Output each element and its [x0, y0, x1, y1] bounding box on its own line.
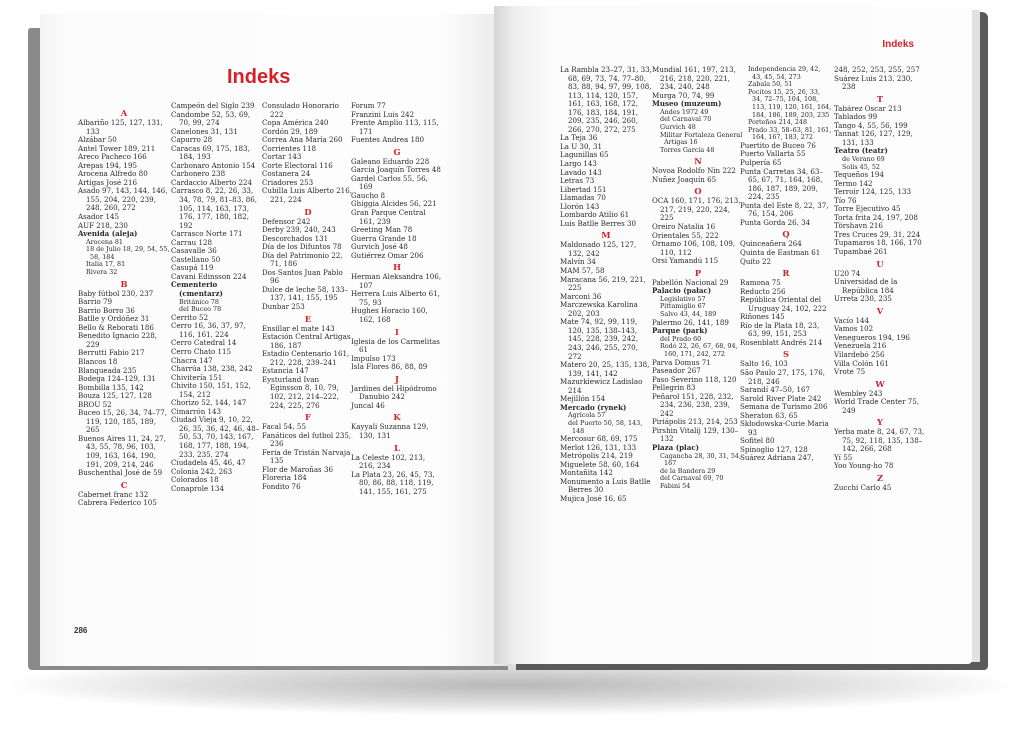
index-entry: Cementerio (cmentarz): [171, 280, 223, 299]
index-entry: Spinoglio 127, 128: [740, 444, 808, 454]
index-subentry: Cagancha 28, 30, 31, 54, 167: [660, 451, 742, 468]
index-entry: Yí 55: [834, 452, 853, 462]
index-entry: Facal 54, 55: [262, 422, 306, 432]
index-entry: Venezuela 216: [834, 341, 887, 351]
index-letter-heading: I: [395, 326, 399, 337]
index-column-6: [652, 66, 744, 491]
index-entry: Mazurkiewicz Ladislao 214: [560, 377, 643, 395]
index-entry: Canelones 31, 131: [171, 126, 238, 136]
index-entry: Yerba mate 8, 24, 67, 73, 75, 92, 118, 135, 138–142, 266, 268: [834, 427, 925, 454]
index-entry: Venegueros 194, 196: [834, 332, 910, 342]
index-entry: Oreiro Natalia 16: [652, 222, 716, 232]
index-entry: Colorados 18: [171, 475, 219, 485]
index-entry: Frente Amplio 113, 115, 171: [351, 118, 439, 136]
index-entry: Herrera Luis Alberto 61, 75, 93: [351, 289, 440, 307]
page-number: 286: [74, 626, 88, 635]
index-entry: Jardines del Hipódromo Danubio 242: [351, 383, 437, 402]
index-entry: Greeting Man 78: [351, 225, 413, 235]
index-entry: Cavani Edinsson 224: [171, 271, 247, 281]
index-entry: Mundial 161, 197, 213, 216, 218, 220, 221, 234, 240, 248: [652, 65, 736, 92]
index-entry: Termo 142: [834, 178, 873, 188]
index-entry: Estadio Centenario 161, 212, 228, 239–241: [262, 349, 350, 367]
index-entry: Cordón 29, 189: [262, 126, 318, 136]
index-entry: São Paulo 27, 175, 176, 218, 246: [740, 367, 826, 386]
index-entry: Universidad de la República 184: [834, 277, 898, 295]
index-entry: La Rambla 23–27, 31, 33, 68, 69, 73, 74, 77–80, 83, 88, 94, 97, 99, 108, 113, 114, 120, 157, 161, 163, 168, 172, 176, 183, 184, 191, 209, 235, 246, 260, 266, 270, 272, 275: [560, 65, 652, 134]
index-subentry: Pittamiglio 67: [660, 302, 706, 311]
index-entry: Riñones 145: [740, 312, 785, 322]
index-entry: Teatro (teatr): [834, 146, 888, 156]
index-subentry: Zabala 50, 51: [748, 80, 793, 89]
index-entry: Isla Flores 86, 88, 89: [351, 362, 428, 372]
index-entry: Dulce de leche 58, 133–137, 141, 155, 195: [262, 284, 349, 303]
index-column-2: [171, 102, 263, 493]
index-letter-heading: C: [120, 479, 128, 490]
index-letter-heading: P: [694, 267, 702, 278]
index-entry: Maracana 56, 219, 221, 225: [560, 274, 646, 293]
index-entry: Torta frita 24, 197, 208: [834, 212, 918, 222]
index-entry: Mejillón 154: [560, 394, 606, 404]
index-entry: Merlot 126, 131, 133: [560, 442, 637, 452]
index-entry: Lombardo Atilio 61: [560, 210, 630, 220]
index-subentry: Torres García 48: [660, 145, 715, 154]
index-entry: Antel Tower 189, 211: [78, 143, 156, 153]
running-head: Indeks: [882, 39, 914, 50]
index-letter-heading: H: [393, 262, 401, 273]
index-entry: Asador 145: [78, 212, 119, 222]
index-entry: Río de la Plata 18, 23, 63, 99, 151, 253: [740, 320, 820, 339]
index-subentry: Legislativo 57: [660, 294, 706, 303]
index-entry: Terroir 124, 125, 133: [834, 187, 911, 197]
index-entry: World Trade Center 75, 249: [834, 397, 920, 415]
index-entry: Montañita 142: [560, 468, 613, 478]
index-entry: Campeón del Siglo 239: [171, 101, 255, 110]
index-subentry: Pocitos 15, 25, 26, 33, 34, 72–75, 104, 108, 113, 119, 120, 161, 164, 184, 186, 189, 203, 235: [748, 87, 832, 119]
index-entry: Conaprole 134: [171, 483, 224, 493]
index-entry: Wembley 243: [834, 388, 883, 398]
index-title: Indeks: [227, 66, 291, 88]
index-entry: Cardaccio Alberto 224: [171, 177, 252, 187]
index-letter-heading: N: [694, 156, 702, 167]
index-entry: Berrutti Fabio 217: [78, 348, 145, 358]
index-entry: Salto 16, 103: [740, 359, 788, 369]
index-entry: Dunbar 253: [262, 302, 305, 312]
index-entry: Parque (park): [652, 326, 708, 336]
index-entry: Alzábar 50: [78, 135, 117, 145]
index-subentry: Italia 17, 81: [86, 260, 126, 269]
index-entry: Sheraton 63, 65: [740, 410, 798, 420]
index-entry: Tablados 99: [834, 112, 878, 122]
index-entry: Palermo 26, 141, 189: [652, 317, 729, 327]
index-subentry: 18 de Julio 18, 29, 54, 55, 58, 184: [86, 245, 170, 261]
index-subentry: Rodó 22, 26, 67, 68, 94, 160, 171, 242, 272: [660, 342, 738, 358]
index-entry: Villa Colón 161: [834, 358, 889, 368]
index-letter-heading: M: [601, 230, 611, 241]
index-entry: Mujica José 16, 65: [560, 493, 627, 503]
index-subentry: del Carnaval 69, 70: [660, 474, 724, 483]
index-entry: Carrasco Norte 171: [171, 229, 243, 239]
index-column-5: [560, 66, 652, 503]
index-subentry: Militar Fortaleza General Artigas 16: [660, 130, 743, 147]
index-column-4: [351, 102, 443, 496]
index-entry: Tabárez Oscar 213: [834, 103, 902, 113]
index-subentry: Porteños 214, 248: [748, 118, 808, 127]
index-entry: Feria de Tristán Narvaja 135: [262, 447, 351, 466]
index-entry: Palacio (pałac): [652, 286, 712, 296]
index-entry: Monumento a Luis Batlle Berres 30: [560, 476, 651, 495]
index-entry: Paseador 267: [652, 366, 701, 376]
index-entry: Matero 20, 25, 135, 138, 139, 141, 142: [560, 360, 650, 378]
index-entry: Rosenblatt Andrés 214: [740, 337, 823, 347]
index-entry: Marconi 36: [560, 291, 602, 301]
index-entry: Metrópolis 214, 219: [560, 451, 633, 461]
index-entry: Ciudad Vieja 9, 10, 22, 26, 35, 36, 42, 46, 48–50, 53, 70, 143, 167, 168, 177, 188, 194, 233, 235, 274: [171, 415, 260, 459]
index-entry: Chacra 147: [171, 355, 213, 365]
index-entry: Chorizo 52, 144, 147: [171, 398, 247, 408]
index-subentry: del Puerto 50, 58, 143, 148: [568, 418, 643, 435]
index-entry: Semana de Turismo 206: [740, 402, 828, 412]
index-entry: Gutiérrez Omar 206: [351, 250, 424, 260]
index-entry: Punta Carretas 34, 63–65, 67, 71, 164, 168, 186, 187, 189, 209, 224, 235: [740, 166, 823, 202]
index-entry: Vamos 102: [834, 324, 874, 334]
index-entry: Llamadas 70: [560, 193, 606, 203]
index-entry: Colonia 242, 263: [171, 466, 233, 476]
index-letter-heading: Z: [876, 472, 884, 483]
index-entry: Tupamaros 18, 166, 170: [834, 238, 922, 248]
index-entry: Miguelete 58, 60, 164: [560, 459, 640, 469]
index-entry: Vrote 75: [834, 367, 866, 377]
index-entry: Blancos 18: [78, 357, 118, 366]
index-letter-heading: R: [782, 268, 790, 279]
index-entry: Baby fútbol 230, 237: [78, 288, 154, 298]
index-entry: Lagunillas 65: [560, 150, 609, 160]
index-entry: Estancia 147: [262, 366, 309, 376]
index-entry: Iglesia de los Carmelitas 61: [351, 336, 440, 355]
index-entry: Cabernet franc 132: [78, 489, 149, 499]
index-entry: Buceo 15, 26, 34, 74–77, 119, 120, 185, 189, 265: [78, 408, 167, 435]
index-entry: Vilardebó 256: [834, 349, 885, 359]
index-entry: Marczewska Karolina 202, 203: [560, 300, 638, 318]
index-entry: Pellegrin 83: [652, 383, 696, 393]
index-entry: Casavalle 36: [171, 246, 217, 256]
index-letter-heading: V: [876, 305, 884, 316]
index-subentry: del Carnaval 70: [660, 115, 712, 124]
index-entry: Bouza 125, 127, 128: [78, 391, 152, 401]
index-entry: Dos Santos Juan Pablo 96: [262, 267, 343, 286]
index-letter-heading: D: [304, 206, 312, 217]
index-entry: Torre Ejecutivo 45: [834, 204, 901, 214]
index-subentry: Prado 33, 58–63, 81, 161, 164, 167, 183, 272: [748, 125, 832, 142]
index-entry: Derby 239, 240, 243: [262, 225, 336, 235]
index-entry: Estación Central Artigas 186, 187: [262, 332, 351, 350]
index-entry: Pulpería 65: [740, 158, 782, 168]
index-column-7: [740, 66, 832, 463]
index-letter-heading: W: [875, 378, 885, 389]
index-entry: La Plata 23, 26, 45, 73, 80, 86, 88, 118, 119, 141, 155, 161, 275: [351, 469, 435, 496]
index-entry: Asado 97, 143, 144, 146, 155, 204, 220, 239, 248, 260, 272: [78, 186, 168, 213]
index-entry: Vacío 144: [834, 315, 870, 325]
index-entry: Pabellón Nacional 29: [652, 277, 729, 287]
index-entry: Areco Pacheco 166: [78, 152, 147, 162]
index-entry: Día del Patrimonio 22, 71, 186: [262, 250, 343, 269]
index-entry: La U 30, 31: [560, 141, 602, 151]
index-entry: Cerro Chato 115: [171, 346, 232, 356]
index-entry: Cerrito 52: [171, 312, 209, 322]
index-entry: Avenida (aleja): [78, 229, 138, 239]
index-entry: Zucchi Carlo 45: [834, 482, 892, 492]
index-entry: Punta Gorda 26, 34: [740, 217, 811, 227]
index-entry: Mate 74, 92, 99, 119, 120, 135, 138–143, 145, 228, 239, 242, 243, 246, 255, 270, 272: [560, 317, 638, 361]
index-letter-heading: S: [783, 349, 789, 360]
index-entry: Cimarrón 143: [171, 406, 222, 416]
index-entry: Juncal 46: [351, 400, 385, 410]
index-entry: Malvín 34: [560, 257, 596, 267]
index-subentry: de la Bandera 29: [660, 466, 716, 475]
index-subentry: Arocena 81: [86, 237, 123, 246]
index-subentry: Andes 1972 49: [660, 107, 709, 116]
index-entry: Puertito de Buceo 76: [740, 140, 816, 150]
index-letter-heading: K: [393, 412, 401, 423]
index-entry: Luis Batlle Berres 30: [560, 218, 637, 228]
index-entry: Artigas José 216: [78, 177, 138, 187]
index-entry: Tequeños 194: [834, 170, 884, 180]
index-entry: Yoo Young-ho 78: [834, 461, 894, 471]
index-entry: Defensor 242: [262, 216, 311, 226]
index-subentry: Fabini 54: [660, 481, 691, 490]
index-entry: Hughes Horacio 160, 162, 168: [351, 306, 428, 325]
index-entry: BROU 52: [78, 399, 112, 409]
index-entry: Cortar 143: [262, 152, 302, 162]
index-entry: Lavado 143: [560, 167, 602, 177]
index-subentry: Solís 45, 52: [842, 162, 880, 171]
index-entry: Sarold River Plate 242: [740, 393, 822, 403]
index-entry: Largo 143: [560, 159, 597, 169]
index-letter-heading: J: [395, 373, 399, 384]
index-entry: Buschenthal José de 59: [78, 468, 163, 478]
index-entry: Sofitel 80: [740, 436, 775, 446]
index-entry: Correa Ana María 260: [262, 135, 343, 145]
index-entry: Tannat 126, 127, 129, 131, 133: [834, 129, 913, 147]
index-entry: Skłodowska-Curie Maria 93: [740, 419, 829, 437]
index-entry: Cerro 16, 36, 37, 97, 116, 161, 224: [171, 321, 246, 339]
index-letter-heading: F: [305, 412, 311, 423]
index-entry: Ghiggia Alcides 56, 221: [351, 199, 437, 209]
index-letter-heading: B: [120, 278, 128, 289]
index-entry: Quinta de Eastman 61: [740, 247, 821, 257]
index-entry: Castellano 50: [171, 254, 221, 264]
index-entry: Ornamo 106, 108, 109, 110, 112: [652, 239, 736, 257]
index-letter-heading: O: [694, 186, 702, 197]
index-entry: Törshavn 216: [834, 221, 883, 231]
index-entry: Flor de Maroñas 36: [262, 464, 333, 474]
index-entry: Fuentes Andrea 180: [351, 135, 425, 145]
index-entry: Cubilla Luis Alberto 216, 221, 224: [262, 186, 352, 205]
index-subentry: del Prado 60: [660, 334, 702, 343]
index-entry: MAM 57, 58: [560, 266, 605, 276]
index-entry: Copa América 240: [262, 118, 329, 128]
index-entry: La Celeste 102, 213, 216, 234: [351, 452, 426, 471]
index-entry: Consulado Honorario 222: [262, 101, 339, 119]
index-entry: Punta del Este 8, 22, 37, 76, 154, 206: [740, 200, 829, 219]
index-letter-heading: A: [120, 108, 128, 118]
index-entry: Forum 77: [351, 101, 386, 110]
index-entry: Cerro Catedral 14: [171, 338, 237, 348]
index-entry: Criadores 253: [262, 177, 314, 187]
index-subentry: Salvo 43, 44, 189: [660, 310, 717, 319]
index-letter-heading: L: [394, 442, 400, 453]
index-entry: Tío 76: [834, 195, 857, 205]
index-entry: Blanqueada 235: [78, 365, 137, 375]
index-entry: Maldonado 125, 127, 132, 242: [560, 240, 637, 258]
index-entry: Galeano Eduardo 228: [351, 156, 430, 166]
index-entry: Quito 22: [740, 256, 772, 266]
index-entry: La Teja 36: [560, 133, 598, 143]
index-entry: Tres Cruces 29, 31, 224: [834, 229, 921, 239]
index-entry: Gran Parque Central 161, 239: [351, 208, 426, 226]
index-entry: Barrio Borro 36: [78, 305, 135, 315]
index-entry: Caracas 69, 175, 183, 184, 193: [171, 143, 250, 162]
index-entry: República Oriental del Uruguay 24, 102, 222: [740, 295, 827, 313]
index-entry: Eysturland Ivan Eginsson 8, 10, 79, 102, 212, 214–222, 224, 225, 276: [262, 374, 339, 410]
index-entry: Kayyali Suzanna 129, 130, 131: [351, 422, 429, 440]
index-entry: Gaucho 8: [351, 190, 386, 200]
index-letter-heading: G: [393, 146, 401, 157]
index-entry: Candombe 52, 53, 69, 70, 99, 274: [171, 109, 251, 128]
index-entry: OCA 160, 171, 176, 213, 217, 219, 220, 224, 225: [652, 196, 741, 223]
index-entry: Benedito Ignacio 228, 229: [78, 331, 158, 349]
index-entry: AUF 218, 230: [78, 220, 128, 230]
index-entry: Piriápolis 213, 214, 253: [652, 417, 738, 427]
index-entry: Arocena Alfredo 80: [78, 169, 148, 179]
index-entry: Descorchados 131: [262, 233, 329, 243]
index-entry: Peñarol 151, 228, 232, 234, 236, 238, 239, 242: [652, 391, 734, 418]
index-entry: Capurro 28: [171, 135, 213, 145]
index-entry: Casupá 119: [171, 263, 214, 273]
index-letter-heading: E: [304, 313, 312, 324]
index-entry: Pirshin Vitalij 129, 130–132: [652, 425, 739, 444]
index-subentry: de Verano 69: [842, 154, 885, 163]
index-entry: Llorón 143: [560, 201, 600, 211]
index-entry: Bodega 124–129, 131: [78, 374, 156, 384]
index-entry: Murga 70, 74, 99: [652, 90, 715, 100]
index-entry: Orsi Yamandú 115: [652, 256, 719, 266]
index-entry: Arepas 194, 195: [78, 160, 137, 170]
index-entry: 248, 252, 253, 255, 257: [834, 65, 920, 74]
index-entry: Fondito 76: [262, 481, 301, 491]
index-column-3: [262, 102, 354, 491]
index-letter-heading: T: [876, 93, 884, 104]
index-entry: Puerto Vallarta 55: [740, 149, 806, 159]
index-letter-heading: Y: [877, 417, 883, 428]
index-entry: Tupambaé 261: [834, 247, 888, 257]
index-entry: Buenos Aires 11, 24, 27, 43, 55, 78, 96, 103, 109, 163, 164, 190, 191, 209, 214, 246: [78, 433, 166, 469]
index-subentry: Gurvich 48: [660, 122, 696, 131]
index-letter-heading: U: [876, 258, 884, 269]
index-entry: Herman Aleksandra 106, 107: [351, 272, 442, 290]
index-entry: Nuñez Joaquín 65: [652, 174, 717, 184]
index-entry: Parva Domus 71: [652, 357, 711, 367]
right-page: [494, 6, 972, 664]
index-entry: Franzini Luis 242: [351, 109, 415, 119]
index-column-8: [834, 66, 926, 493]
index-entry: Chivito 150, 151, 152, 154, 212: [171, 381, 251, 399]
index-subentry: Agrícola 57: [568, 411, 606, 420]
index-entry: Carrasco 8, 22, 26, 33, 34, 78, 79, 81–83, 86, 105, 114, 163, 173, 176, 177, 180, 182, 192: [171, 186, 258, 230]
index-entry: Ensillar el mate 143: [262, 323, 335, 333]
index-entry: Ciudadela 45, 46, 47: [171, 458, 246, 468]
index-entry: Museo (muzeum): [652, 99, 722, 109]
index-column-1: [78, 106, 170, 508]
index-entry: Cabrera Federico 105: [78, 498, 157, 508]
index-entry: Gurvich José 48: [351, 242, 408, 252]
left-page: [40, 14, 512, 666]
index-entry: García Joaquín Torres 48: [351, 165, 441, 175]
index-entry: Letras 73: [560, 176, 595, 186]
index-subentry: del Buceo 78: [179, 305, 222, 314]
index-entry: Impulso 173: [351, 353, 396, 363]
index-entry: Sarandí 47–50, 167: [740, 385, 810, 395]
index-entry: Bombilla 135, 142: [78, 382, 144, 392]
index-entry: Floreria 184: [262, 473, 307, 483]
index-subentry: Británico 78: [179, 297, 219, 306]
index-entry: Carbonero 238: [171, 169, 226, 179]
index-entry: Libertad 151: [560, 184, 607, 194]
index-entry: Guerra Grande 18: [351, 233, 417, 243]
index-entry: Plaza (plac): [652, 442, 700, 452]
index-entry: Paso Severino 118, 120: [652, 374, 737, 384]
index-letter-heading: Q: [782, 229, 790, 240]
index-entry: Fanáticos del futbol 235, 236: [262, 430, 352, 449]
index-entry: Gardel Carlos 55, 56, 169: [351, 173, 428, 192]
index-entry: Mercado (rynek): [560, 402, 627, 412]
index-entry: Corrientes 118: [262, 143, 316, 153]
index-entry: Suárez Luis 213, 230, 238: [834, 73, 913, 92]
index-entry: Reducto 256: [740, 286, 786, 296]
index-entry: Albariño 125, 127, 131, 133: [78, 118, 163, 136]
index-entry: Barrio 79: [78, 297, 113, 307]
index-entry: Quinceañera 264: [740, 239, 802, 249]
index-entry: Chivitería 151: [171, 372, 223, 382]
index-entry: Urreta 230, 235: [834, 294, 892, 304]
index-entry: Costanera 24: [262, 169, 311, 179]
index-entry: Mercosur 68, 69, 175: [560, 434, 638, 444]
index-entry: Charrúa 138, 238, 242: [171, 364, 253, 374]
index-entry: Carrau 128: [171, 237, 213, 247]
index-entry: Batlle y Ordóñez 31: [78, 314, 150, 324]
index-entry: Carbonaro Antonio 154: [171, 160, 256, 170]
index-entry: Corte Electoral 116: [262, 160, 333, 170]
index-entry: Tango 4, 55, 56, 199: [834, 120, 908, 130]
index-entry: Novoa Rodolfo Nin 222: [652, 166, 736, 176]
index-entry: Bello & Reborati 186: [78, 322, 154, 332]
index-entry: Suárez Adriana 247,: [740, 453, 814, 463]
index-entry: Orientales 55, 222: [652, 230, 719, 240]
index-entry: Ramona 75: [740, 278, 781, 288]
index-subentry: Independencia 29, 42, 43, 45, 54, 273: [748, 65, 821, 81]
index-subentry: Rivera 32: [86, 268, 118, 277]
index-entry: Día de los Difuntos 78: [262, 242, 342, 252]
index-entry: U20 74: [834, 268, 861, 278]
